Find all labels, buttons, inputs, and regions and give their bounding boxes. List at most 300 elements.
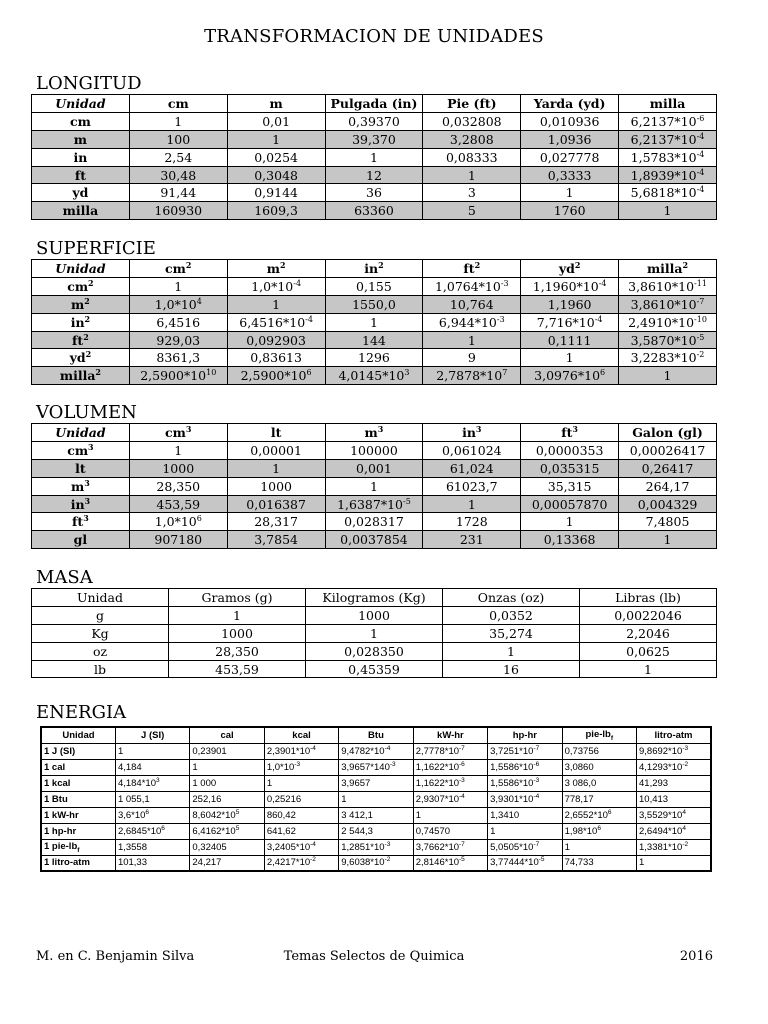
table-cell: $2,6552*10^6$ — [562, 807, 636, 823]
table-cell: 1,1960 — [521, 295, 619, 313]
table-cell: $1,6387*10^{-5}$ — [325, 495, 423, 513]
row-header-cm-3: $cm^3$ — [32, 441, 130, 459]
table-cell: 61,024 — [423, 459, 521, 477]
column-header-m: m — [227, 95, 325, 113]
table-cell: 1,3558 — [115, 839, 189, 855]
table-cell: 1,0936 — [521, 130, 619, 148]
table-cell: 0,00026417 — [619, 441, 717, 459]
table-cell: 1 — [488, 823, 562, 839]
table-cell: 0,0022046 — [580, 606, 717, 624]
table-cell: 1 — [619, 367, 717, 385]
table-cell: 264,17 — [619, 477, 717, 495]
table-cell: $9,8692*10^{-3}$ — [637, 743, 712, 759]
table-cell: $1,0*10^4$ — [129, 295, 227, 313]
table-cell: $1,1622*10^{-3}$ — [413, 775, 487, 791]
table-cell: 1 — [423, 166, 521, 184]
table-cell: 12 — [325, 166, 423, 184]
column-header-litro-atm: litro-atm — [637, 727, 712, 743]
row-header-1-cal: 1 cal — [41, 759, 115, 775]
table-cell: $3,7662*10^{-7}$ — [413, 839, 487, 855]
table-row — [41, 823, 711, 839]
table-cell: 63360 — [325, 202, 423, 220]
table-cell: $3,8610*10^{-7}$ — [619, 295, 717, 313]
table-row — [32, 642, 717, 660]
table-cell: 1760 — [521, 202, 619, 220]
table-cell: $6,4516*10^{-4}$ — [227, 313, 325, 331]
table-cell: 1 — [521, 513, 619, 531]
table-cell: $2,5900*10^6$ — [227, 367, 325, 385]
table-volumen — [31, 423, 717, 549]
column-header-m-2: $m^2$ — [227, 260, 325, 278]
column-header-unidad: Unidad — [32, 260, 130, 278]
column-header-ft-3: $ft^3$ — [521, 424, 619, 442]
table-cell: 0,39370 — [325, 112, 423, 130]
table-cell: 6,4516 — [129, 313, 227, 331]
table-cell: 0,3333 — [521, 166, 619, 184]
row-header-g: g — [32, 606, 169, 624]
table-cell: 100000 — [325, 441, 423, 459]
table-cell: 3,0860 — [562, 759, 636, 775]
column-header-m-3: $m^3$ — [325, 424, 423, 442]
table-cell: 0,092903 — [227, 331, 325, 349]
table-cell: $4,1293*10^{-2}$ — [637, 759, 712, 775]
table-cell: $2,6845*10^6$ — [115, 823, 189, 839]
table-cell: 3,9657 — [339, 775, 413, 791]
table-row — [41, 759, 711, 775]
table-cell: $2,9307*10^{-4}$ — [413, 791, 487, 807]
table-cell: 9 — [423, 349, 521, 367]
table-header-row — [32, 589, 717, 607]
column-header-unidad: Unidad — [32, 95, 130, 113]
table-cell: $1,2851*10^{-3}$ — [339, 839, 413, 855]
table-cell: 35,274 — [443, 624, 580, 642]
table-cell: $1,0*10^{-3}$ — [264, 759, 338, 775]
table-cell: 1,3410 — [488, 807, 562, 823]
footer-author: M. en C. Benjamin Silva — [36, 949, 195, 964]
table-cell: 1 — [264, 775, 338, 791]
row-header-ft: ft — [32, 166, 130, 184]
table-cell: 1 — [169, 606, 306, 624]
table-cell: 1 — [580, 660, 717, 678]
table-row — [32, 202, 717, 220]
row-header-yd: yd — [32, 184, 130, 202]
table-row — [32, 531, 717, 549]
table-cell: $9,6038*10^{-2}$ — [339, 855, 413, 871]
table-cell: 778,17 — [562, 791, 636, 807]
table-cell: 1 — [129, 277, 227, 295]
table-cell: 1 — [129, 441, 227, 459]
table-cell: 1 — [227, 130, 325, 148]
table-row — [41, 791, 711, 807]
table-cell: $1,5783*10^{-4}$ — [619, 148, 717, 166]
table-row — [32, 441, 717, 459]
table-cell: $2,7778*10^{-7}$ — [413, 743, 487, 759]
table-header-row — [32, 260, 717, 278]
table-header-row — [41, 727, 711, 743]
table-cell: 0,3048 — [227, 166, 325, 184]
table-row — [32, 130, 717, 148]
row-header-m: m — [32, 130, 130, 148]
column-header-hp-hr: hp-hr — [488, 727, 562, 743]
row-header-in: in — [32, 148, 130, 166]
table-cell: $1,5586*10^{-6}$ — [488, 759, 562, 775]
table-row — [32, 295, 717, 313]
table-cell: 0,010936 — [521, 112, 619, 130]
column-header-pulgada-in: Pulgada (in) — [325, 95, 423, 113]
section-title-superficie: SUPERFICIE — [36, 238, 156, 259]
table-cell: 0,0037854 — [325, 531, 423, 549]
table-cell: 1000 — [227, 477, 325, 495]
table-cell: 1550,0 — [325, 295, 423, 313]
table-cell: $3,9301*10^{-4}$ — [488, 791, 562, 807]
table-cell: $2,3901*10^{-4}$ — [264, 743, 338, 759]
table-cell: 5 — [423, 202, 521, 220]
column-header-galon-gl: Galon (gl) — [619, 424, 717, 442]
column-header-btu: Btu — [339, 727, 413, 743]
row-header-gl: gl — [32, 531, 130, 549]
table-cell: 35,315 — [521, 477, 619, 495]
table-masa — [31, 588, 717, 678]
table-cell: $3,77444*10^{-5}$ — [488, 855, 562, 871]
table-cell: 1 — [619, 531, 717, 549]
table-cell: $1,1960*10^{-4}$ — [521, 277, 619, 295]
column-header-unidad: Unidad — [32, 589, 169, 607]
footer-course: Temas Selectos de Quimica — [283, 949, 465, 964]
table-cell: 0,00057870 — [521, 495, 619, 513]
row-header-1-litro-atm: 1 litro-atm — [41, 855, 115, 871]
column-header-onzas-oz: Onzas (oz) — [443, 589, 580, 607]
table-row — [32, 367, 717, 385]
table-cell: $8,6042*10^5$ — [190, 807, 264, 823]
table-longitud — [31, 94, 717, 220]
row-header-in-2: $in^2$ — [32, 313, 130, 331]
section-title-masa: MASA — [36, 567, 93, 588]
table-cell: 0,155 — [325, 277, 423, 295]
table-cell: $1,1622*10^{-6}$ — [413, 759, 487, 775]
column-header-milla: milla — [619, 95, 717, 113]
section-title-longitud: LONGITUD — [36, 73, 142, 94]
column-header-in-3: $in^3$ — [423, 424, 521, 442]
table-cell: 1 — [521, 349, 619, 367]
row-header-ft-3: $ft^3$ — [32, 513, 130, 531]
table-cell: 2,2046 — [580, 624, 717, 642]
table-cell: 1 — [423, 331, 521, 349]
table-cell: 1 — [115, 743, 189, 759]
table-row — [32, 112, 717, 130]
table-cell: 1 — [637, 855, 712, 871]
table-cell: 3,2808 — [423, 130, 521, 148]
table-cell: 0,83613 — [227, 349, 325, 367]
table-cell: 1 — [423, 495, 521, 513]
table-cell: 1 055,1 — [115, 791, 189, 807]
table-cell: 1728 — [423, 513, 521, 531]
row-header-lt: lt — [32, 459, 130, 477]
table-cell: 2 544,3 — [339, 823, 413, 839]
table-cell: $3,0976*10^6$ — [521, 367, 619, 385]
table-cell: 1000 — [169, 624, 306, 642]
table-cell: 1 — [129, 112, 227, 130]
table-cell: 1 — [562, 839, 636, 855]
table-cell: 0,001 — [325, 459, 423, 477]
table-cell: 2,54 — [129, 148, 227, 166]
column-header-in-2: $in^2$ — [325, 260, 423, 278]
table-cell: 1296 — [325, 349, 423, 367]
table-cell: $3,8610*10^{-11}$ — [619, 277, 717, 295]
table-row — [41, 855, 711, 871]
row-header-kg: Kg — [32, 624, 169, 642]
table-cell: $1,0*10^{-4}$ — [227, 277, 325, 295]
table-cell: 28,350 — [129, 477, 227, 495]
table-cell: 0,0000353 — [521, 441, 619, 459]
table-cell: 0,028350 — [306, 642, 443, 660]
page-title: TRANSFORMACION DE UNIDADES — [204, 26, 544, 47]
table-row — [32, 331, 717, 349]
table-cell: 24,217 — [190, 855, 264, 871]
table-cell: 453,59 — [129, 495, 227, 513]
column-header-yd-2: $yd^2$ — [521, 260, 619, 278]
table-cell: 453,59 — [169, 660, 306, 678]
row-header-yd-2: $yd^2$ — [32, 349, 130, 367]
table-cell: 1 — [339, 791, 413, 807]
table-cell: 0,9144 — [227, 184, 325, 202]
table-cell: $1,8939*10^{-4}$ — [619, 166, 717, 184]
table-cell: 30,48 — [129, 166, 227, 184]
table-cell: 1 — [227, 459, 325, 477]
table-cell: 74,733 — [562, 855, 636, 871]
table-row — [32, 624, 717, 642]
table-cell: 252,16 — [190, 791, 264, 807]
row-header-oz: oz — [32, 642, 169, 660]
table-cell: $5,6818*10^{-4}$ — [619, 184, 717, 202]
row-header-1-kcal: 1 kcal — [41, 775, 115, 791]
table-cell: 0,016387 — [227, 495, 325, 513]
table-cell: $4,184*10^3$ — [115, 775, 189, 791]
table-cell: 3 412,1 — [339, 807, 413, 823]
table-cell: 0,32405 — [190, 839, 264, 855]
table-cell: 39,370 — [325, 130, 423, 148]
column-header-cal: cal — [190, 727, 264, 743]
table-cell: 144 — [325, 331, 423, 349]
table-cell: $2,4910*10^{-10}$ — [619, 313, 717, 331]
table-cell: 0,032808 — [423, 112, 521, 130]
table-cell: 41,293 — [637, 775, 712, 791]
column-header-milla-2: milla$^2$ — [619, 260, 717, 278]
table-cell: $3,9657*140^{-3}$ — [339, 759, 413, 775]
row-header-milla: milla — [32, 202, 130, 220]
row-header-1-pie-lb-f: 1 pie-$lb_f$ — [41, 839, 115, 855]
table-row — [41, 743, 711, 759]
table-cell: $7,716*10^{-4}$ — [521, 313, 619, 331]
column-header-cm-3: $cm^3$ — [129, 424, 227, 442]
table-cell: 0,1111 — [521, 331, 619, 349]
table-cell: $4,0145*10^3$ — [325, 367, 423, 385]
table-cell: $1,0*10^6$ — [129, 513, 227, 531]
table-cell: $2,8146*10^{-5}$ — [413, 855, 487, 871]
column-header-kilogramos-kg: Kilogramos (Kg) — [306, 589, 443, 607]
table-cell: $9,4782*10^{-4}$ — [339, 743, 413, 759]
table-cell: $6,2137*10^{-6}$ — [619, 112, 717, 130]
column-header-libras-lb: Libras (lb) — [580, 589, 717, 607]
table-cell: 0,08333 — [423, 148, 521, 166]
table-row — [32, 606, 717, 624]
column-header-ft-2: $ft^2$ — [423, 260, 521, 278]
table-cell: 28,350 — [169, 642, 306, 660]
row-header-1-kw-hr: 1 kW-hr — [41, 807, 115, 823]
table-cell: 1 — [413, 807, 487, 823]
table-row — [32, 277, 717, 295]
table-cell: 1 — [325, 313, 423, 331]
table-cell: $3,5529*10^4$ — [637, 807, 712, 823]
table-cell: $6,4162*10^5$ — [190, 823, 264, 839]
table-row — [41, 839, 711, 855]
table-cell: 0,25216 — [264, 791, 338, 807]
row-header-m-3: $m^3$ — [32, 477, 130, 495]
table-cell: 0,01 — [227, 112, 325, 130]
table-row — [32, 660, 717, 678]
table-cell: 0,0352 — [443, 606, 580, 624]
table-cell: 0,26417 — [619, 459, 717, 477]
column-header-cm: cm — [129, 95, 227, 113]
table-cell: 10,764 — [423, 295, 521, 313]
table-cell: 907180 — [129, 531, 227, 549]
section-title-energia: ENERGIA — [36, 702, 127, 723]
table-cell: 10,413 — [637, 791, 712, 807]
table-row — [32, 513, 717, 531]
row-header-in-3: $in^3$ — [32, 495, 130, 513]
table-cell: 1 — [619, 202, 717, 220]
table-cell: $6,944*10^{-3}$ — [423, 313, 521, 331]
table-cell: 36 — [325, 184, 423, 202]
table-row — [32, 459, 717, 477]
row-header-milla-2: milla$^2$ — [32, 367, 130, 385]
row-header-1-hp-hr: 1 hp-hr — [41, 823, 115, 839]
table-cell: $5,0505*10^{-7}$ — [488, 839, 562, 855]
table-cell: 1 — [227, 295, 325, 313]
table-cell: 1 — [325, 148, 423, 166]
table-cell: 101,33 — [115, 855, 189, 871]
table-row — [41, 807, 711, 823]
table-header-row — [32, 95, 717, 113]
table-cell: 91,44 — [129, 184, 227, 202]
table-cell: $3,7251*10^{-7}$ — [488, 743, 562, 759]
footer-year: 2016 — [679, 949, 713, 964]
table-header-row — [32, 424, 717, 442]
table-cell: $3,2405*10^{-4}$ — [264, 839, 338, 855]
column-header-cm-2: $cm^2$ — [129, 260, 227, 278]
table-cell: 0,004329 — [619, 495, 717, 513]
table-cell: 3 — [423, 184, 521, 202]
table-cell: 1 — [521, 184, 619, 202]
table-row — [32, 349, 717, 367]
table-cell: 0,0254 — [227, 148, 325, 166]
table-cell: 1000 — [306, 606, 443, 624]
table-cell: 0,061024 — [423, 441, 521, 459]
table-cell: $3,5870*10^{-5}$ — [619, 331, 717, 349]
table-cell: 100 — [129, 130, 227, 148]
column-header-unidad: Unidad — [32, 424, 130, 442]
table-cell: 1 — [325, 477, 423, 495]
table-cell: $3,6*10^6$ — [115, 807, 189, 823]
table-cell: 0,13368 — [521, 531, 619, 549]
table-cell: $1,98*10^6$ — [562, 823, 636, 839]
column-header-kw-hr: kW-hr — [413, 727, 487, 743]
table-cell: 28,317 — [227, 513, 325, 531]
table-cell: $1,0764*10^{-3}$ — [423, 277, 521, 295]
table-cell: 1609,3 — [227, 202, 325, 220]
table-cell: 4,184 — [115, 759, 189, 775]
table-row — [32, 184, 717, 202]
table-cell: 1 — [190, 759, 264, 775]
table-cell: $2,6494*10^4$ — [637, 823, 712, 839]
table-energia — [40, 726, 712, 872]
row-header-ft-2: $ft^2$ — [32, 331, 130, 349]
table-cell: $3,2283*10^{-2}$ — [619, 349, 717, 367]
column-header-yarda-yd: Yarda (yd) — [521, 95, 619, 113]
row-header-cm-2: $cm^2$ — [32, 277, 130, 295]
section-title-volumen: VOLUMEN — [36, 402, 137, 423]
table-cell: 231 — [423, 531, 521, 549]
row-header-m-2: $m^2$ — [32, 295, 130, 313]
table-cell: 0,74570 — [413, 823, 487, 839]
table-cell: 0,73756 — [562, 743, 636, 759]
row-header-cm: cm — [32, 112, 130, 130]
table-row — [32, 148, 717, 166]
table-cell: 1 — [306, 624, 443, 642]
table-cell: 61023,7 — [423, 477, 521, 495]
row-header-1-btu: 1 Btu — [41, 791, 115, 807]
table-cell: 641,62 — [264, 823, 338, 839]
table-row — [41, 775, 711, 791]
table-cell: 0,23901 — [190, 743, 264, 759]
column-header-pie-lb-f: pie-$lb_f$ — [562, 727, 636, 743]
table-superficie — [31, 259, 717, 385]
table-cell: $2,7878*10^7$ — [423, 367, 521, 385]
table-cell: 160930 — [129, 202, 227, 220]
row-header-1-j-si: 1 J (SI) — [41, 743, 115, 759]
table-row — [32, 495, 717, 513]
table-cell: 0,00001 — [227, 441, 325, 459]
table-cell: 1000 — [129, 459, 227, 477]
table-cell: 7,4805 — [619, 513, 717, 531]
table-cell: 1 — [443, 642, 580, 660]
table-cell: 3 086,0 — [562, 775, 636, 791]
table-cell: 0,035315 — [521, 459, 619, 477]
table-cell: 0,0625 — [580, 642, 717, 660]
table-cell: 0,027778 — [521, 148, 619, 166]
table-cell: $2,5900*10^{10}$ — [129, 367, 227, 385]
table-cell: 0,028317 — [325, 513, 423, 531]
table-cell: 3,7854 — [227, 531, 325, 549]
table-cell: 8361,3 — [129, 349, 227, 367]
table-row — [32, 313, 717, 331]
row-header-lb: lb — [32, 660, 169, 678]
table-cell: $2,4217*10^{-2}$ — [264, 855, 338, 871]
column-header-gramos-g: Gramos (g) — [169, 589, 306, 607]
table-row — [32, 166, 717, 184]
table-cell: 1 000 — [190, 775, 264, 791]
table-cell: 929,03 — [129, 331, 227, 349]
table-row — [32, 477, 717, 495]
column-header-lt: lt — [227, 424, 325, 442]
column-header-j-si: J (SI) — [115, 727, 189, 743]
column-header-unidad: Unidad — [41, 727, 115, 743]
table-cell: 16 — [443, 660, 580, 678]
column-header-kcal: kcal — [264, 727, 338, 743]
column-header-pie-ft: Pie (ft) — [423, 95, 521, 113]
table-cell: $6,2137*10^{-4}$ — [619, 130, 717, 148]
table-cell: $1,5586*10^{-3}$ — [488, 775, 562, 791]
table-cell: $1,3381*10^{-2}$ — [637, 839, 712, 855]
